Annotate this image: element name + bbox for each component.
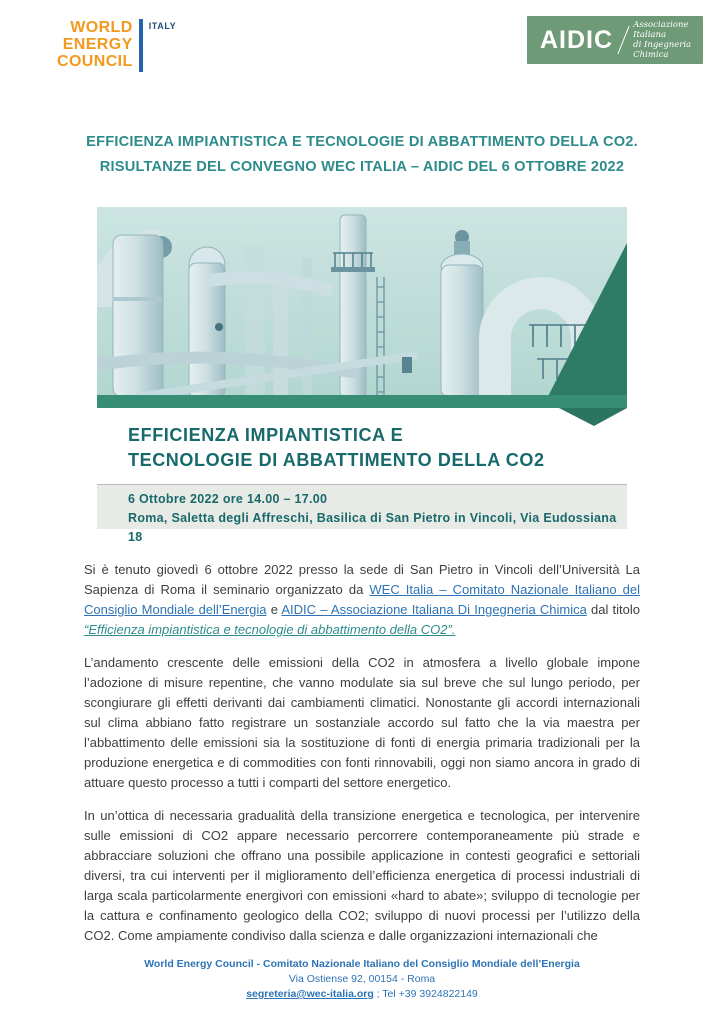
wec-logo-wordmark [57, 19, 133, 70]
aidic-logo [527, 16, 703, 64]
footer-address-line: Via Ostiense 92, 00154 - Roma [288, 973, 436, 985]
event-banner [97, 207, 627, 544]
footer-contact-line [0, 987, 724, 1002]
document-title-line: EFFICIENZA IMPIANTISTICA E TECNOLOGIE DI ABBATTIMENTO DELLA CO2. [86, 134, 638, 150]
aidic-subtitle-line: di Ingegneria Chimica [633, 40, 692, 60]
footer-org-line: World Energy Council - Comitato Nazionale Italiano del Consiglio Mondiale dell’Energia [144, 958, 580, 970]
text-segment: In un’ottica di necessaria gradualità della transizione energetica e tecnologica, per intervenire sulle emissioni di CO2 appare necessario percorrere contemporaneamente più strade e abbracciare soluzioni che offrano una possibile applicazione in contesti geografici e settoriali diversi, tra cui interventi per il miglioramento dell’efficienza energetica di processi industriali di larga scala particolarmente energivori con emissioni «hard to abate»; sviluppo di tecnologie per la cattura e confinamento geologico della CO2; sviluppo di nuovi processi per l’utilizzo della CO2. Come ampiamente condiviso dalla scienza e dalle organizzazioni internazionali che [84, 808, 640, 943]
inline-link[interactable]: AIDIC – Associazione Italiana Di Ingegneria Chimica [281, 602, 587, 617]
aidic-logo-slash [617, 26, 629, 54]
event-location: Roma, Saletta degli Affreschi, Basilica di San Pietro in Vincoli, Via Eudossiana 18 [128, 511, 617, 544]
wec-logo-divider [139, 19, 143, 72]
aidic-logo-subtitle [633, 20, 703, 60]
page-footer [0, 957, 724, 1002]
event-banner-heading-line: TECNOLOGIE DI ABBATTIMENTO DELLA CO2 [128, 450, 545, 470]
document-title-line: RISULTANZE DEL CONVEGNO WEC ITALIA – AIDIC DEL 6 OTTOBRE 2022 [99, 159, 625, 175]
paragraph [84, 653, 640, 793]
body-paragraphs [84, 560, 640, 954]
text-segment: Si è tenuto giovedì 6 ottobre 2022 presso la sede di San Pietro in Vincoli dell’Università La Sapienza di Roma il seminario organizzato da [84, 562, 640, 597]
event-banner-heading [97, 408, 627, 484]
event-banner-details [97, 484, 627, 544]
paragraph [84, 560, 640, 640]
wec-logo-line: WORLD [70, 19, 133, 36]
inline-link[interactable]: WEC Italia – Comitato Nazionale Italiano del Consiglio Mondiale dell’Energia [84, 582, 640, 617]
text-segment: dal titolo [586, 602, 640, 617]
wec-logo-country: ITALY [148, 21, 177, 31]
footer-telephone: ; Tel +39 3924822149 [373, 988, 478, 1000]
text-segment: L’andamento crescente delle emissioni della CO2 in atmosfera a livello globale impone l’adozione di misure repentine, che vanno modulate sia sul breve che sul lungo periodo, per scongiurare gli effetti derivanti dai cambiamenti climatici. Nonostante gli accordi internazionali sul clima abbiano fatto registrare un sostanziale accordo sul fatto che la via maestra per l’abbattimento delle emissioni sia la sostituzione di fonti di energia primaria tradizionali per la produzione energetica e di commodities con fonti rinnovabili, oggi non siamo ancora in grado di attuare questo processo a tutti i comparti del settore energetico. [84, 655, 640, 790]
event-banner-heading-line: EFFICIENZA IMPIANTISTICA E [128, 425, 404, 445]
wec-italia-logo [57, 19, 176, 72]
wec-logo-line: COUNCIL [57, 53, 133, 70]
wec-logo-line: ENERGY [62, 36, 133, 53]
footer-email-link[interactable]: segreteria@wec-italia.org [246, 988, 374, 1000]
paragraph [84, 806, 640, 946]
industrial-plant-photo [97, 207, 627, 429]
event-date: 6 Ottobre 2022 ore 14.00 – 17.00 [128, 492, 328, 506]
text-segment: e [266, 602, 282, 617]
aidic-logo-acronym: AIDIC [540, 25, 614, 54]
document-title [0, 130, 724, 180]
text-segment: “Efficienza impiantistica e tecnologie di abbattimento della CO2”. [84, 622, 456, 637]
aidic-subtitle-line: Associazione Italiana [633, 20, 689, 40]
